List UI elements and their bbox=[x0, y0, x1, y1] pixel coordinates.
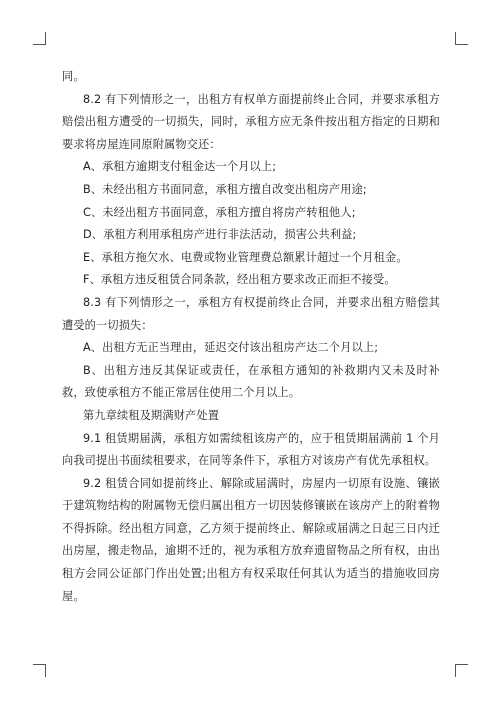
clause-8-3-item-b: B、出租方违反其保证或责任，在承租方通知的补救期内又未及时补救，致使承租方不能正常居住使用二个月以上。 bbox=[62, 363, 440, 400]
clause-8-3-item-a: A、出租方无正当理由，延迟交付该出租房产达二个月以上; bbox=[83, 341, 379, 355]
clause-9-2: 9.2 租赁合同如提前终止、解除或届满时，房屋内一切原有设施、镶嵌于建筑物结构的附属物无偿归属出租方一切因装修镶嵌在该房产上的附着物不得拆除。经出租方同意，乙方须于提前终止、解除或届满之日起三日内迁出房屋，搬走物品，逾期不迁的，视为承租方放弃遗留物品之所有权，由出租方会同公证部门作出处置;出租方有权采取任何其认为适当的措施收回房屋。 bbox=[62, 476, 440, 603]
clause-9-1: 9.1 租赁期届满，承租方如需续租该房产的，应于租赁期届满前 1 个月向我司提出书面续租要求，在同等条件下，承租方对该房产有优先承租权。 bbox=[62, 431, 440, 468]
paragraph-continuation: 同。 bbox=[62, 70, 85, 83]
clause-8-2-item-a: A、承租方逾期支付租金达一个月以上; bbox=[83, 160, 277, 174]
crop-mark-top-right bbox=[455, 32, 468, 45]
crop-mark-bottom-left bbox=[33, 664, 46, 677]
clause-8-2-item-b: B、未经出租方书面同意，承租方擅自改变出租房产用途; bbox=[83, 182, 367, 196]
crop-mark-bottom-right bbox=[455, 664, 468, 677]
clause-8-2-item-c: C、未经出租方书面同意，承租方擅自将房产转租他人; bbox=[83, 205, 356, 219]
clause-8-2-item-d: D、承租方利用承租房产进行非法活动，损害公共利益; bbox=[83, 228, 357, 242]
chapter-9-heading: 第九章续租及期满财产处置 bbox=[83, 408, 220, 422]
clause-8-3: 8.3 有下列情形之一，承租方有权提前终止合同，并要求出租方赔偿其遭受的一切损失： bbox=[62, 295, 440, 332]
clause-8-2: 8.2 有下列情形之一，出租方有权单方面提前终止合同，并要求承租方赔偿出租方遭受的一切损失，同时，承租方应无条件按出租方指定的日期和要求将房屋连同原附属物交还： bbox=[62, 92, 440, 151]
clause-8-2-item-e: E、承租方拖欠水、电费或物业管理费总额累计超过一个月租金。 bbox=[83, 250, 408, 264]
crop-mark-top-left bbox=[33, 32, 46, 45]
document-body bbox=[62, 66, 440, 608]
clause-8-2-item-f: F、承租方违反租赁合同条款，经出租方要求改正而拒不接受。 bbox=[83, 273, 396, 287]
